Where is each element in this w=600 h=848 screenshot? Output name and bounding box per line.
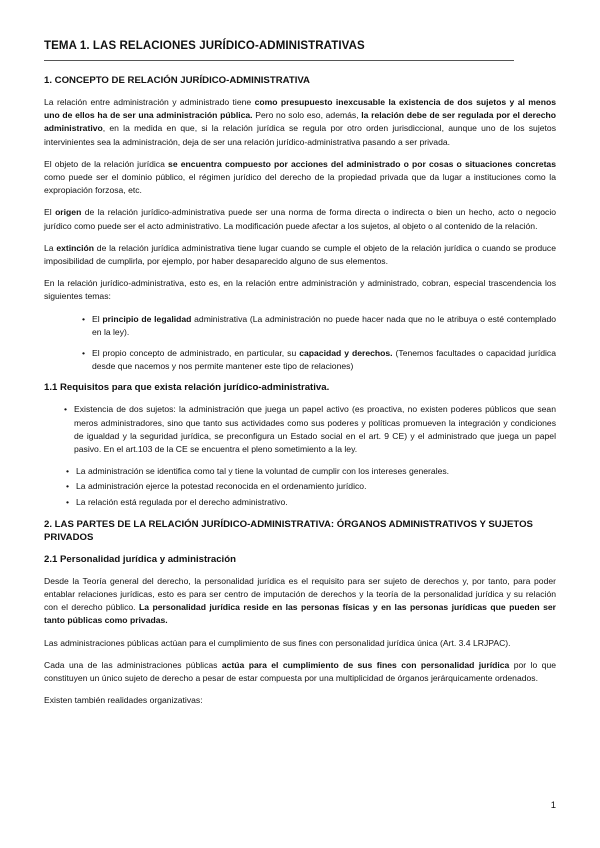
list-item: • La administración se identifica como tal y tiene la voluntad de cumplir con los intereses generales.	[76, 465, 556, 478]
section-2-heading: 2. LAS PARTES DE LA RELACIÓN JURÍDICO-ADMINISTRATIVA: ÓRGANOS ADMINISTRATIVOS Y SUJETOS PRIVADOS	[44, 518, 533, 543]
s21-paragraph-1: Desde la Teoría general del derecho, la personalidad jurídica es el requisito para ser sujeto de derechos y, por tanto, para poder entablar relaciones jurídicas, esto es para ser centro de imputación de derechos y la teoría de la personalidad jurídica y su relación con el derecho público. La personalidad jurídica reside en las personas físicas y en las personas jurídicas que pueden ser tanto públicas como privadas.	[44, 575, 557, 626]
section-2-1-heading: 2.1 Personalidad jurídica y administración	[44, 553, 236, 565]
s21-paragraph-2: Las administraciones públicas actúan para el cumplimiento de sus fines con personalidad jurídica única (Art. 3.4 LRJPAC).	[44, 637, 511, 648]
s1-bullet-list	[44, 313, 556, 374]
list-item: • La administración ejerce la potestad reconocida en el ordenamiento jurídico.	[76, 480, 556, 493]
s11-bullet-list-2	[44, 465, 556, 509]
title-rule	[44, 60, 514, 61]
section-1-1-heading: 1.1 Requisitos para que exista relación jurídico-administrativa.	[44, 382, 330, 394]
page-number: 1	[550, 800, 556, 811]
document-title: TEMA 1. LAS RELACIONES JURÍDICO-ADMINISTRATIVAS	[44, 40, 365, 52]
s21-paragraph-4: Existen también realidades organizativas:	[44, 695, 203, 706]
s1-paragraph-1: La relación entre administración y administrado tiene como presupuesto inexcusable la existencia de dos sujetos y al menos uno de ellos ha de ser una administración pública. Pero no solo eso, además, la relación debe de ser regulada por el derecho administrativo, en la medida en que, si la relación jurídica se regula por otro orden jurisdiccional, aunque uno de los sujetos intervinientes sea la administración, deja de ser una relación jurídico-administrativa pasando a ser privada.	[44, 97, 556, 147]
section-1-heading: 1. CONCEPTO DE RELACIÓN JURÍDICO-ADMINISTRATIVA	[44, 75, 310, 86]
s1-paragraph-2: El objeto de la relación jurídica se encuentra compuesto por acciones del administrado o por cosas o situaciones concretas como puede ser el dominio público, el régimen jurídico del derecho de la propiedad privada que da lugar a instituciones como la expropiación forzosa, etc.	[44, 158, 556, 196]
s1-paragraph-5: En la relación jurídico-administrativa, esto es, en la relación entre administración y administrado, cobran, especial trascendencia los siguientes temas:	[44, 278, 556, 302]
s21-paragraph-3: Cada una de las administraciones públicas actúa para el cumplimiento de sus fines con personalidad jurídica por lo que constituyen un único sujeto de derecho a pesar de estar compuesta por una multiplicidad de órganos jerárquicamente ordenados.	[44, 659, 556, 684]
list-item: • El propio concepto de administrado, en particular, su capacidad y derechos. (Tenemos facultades o capacidad jurídica desde que nacemos y nos permite mantener este tipo de relaciones)	[92, 347, 556, 373]
s1-paragraph-3: El origen de la relación jurídico-administrativa puede ser una norma de forma directa o indirecta o bien un hecho, acto o negocio jurídico como puede ser el acto administrativo. La modificación puede afectar a los sujetos, al objeto o al contenido de la relación.	[44, 207, 557, 231]
s11-bullet-list-1	[44, 403, 556, 456]
s1-paragraph-4: La extinción de la relación jurídica administrativa tiene lugar cuando se cumple el objeto de la relación jurídica o cuando se produce imposibilidad de cumplirla, por ejemplo, por haber desaparecido alguno de sus elementos.	[44, 242, 556, 267]
list-item: • Existencia de dos sujetos: la administración que juega un papel activo (es proactiva, no existen poderes públicos que sean meros administradores, sino que tanto sus actividades como sus poderes y políticas promueven la integración y condiciones de igualdad y la seguridad jurídica, se preconfigura un Estado social en el art. 9 CE) y el administrado que juega un papel pasivo. En el art.103 de la CE se encuentra el pleno sometimiento a la ley.	[74, 403, 556, 456]
list-item: • La relación está regulada por el derecho administrativo.	[76, 496, 556, 509]
list-item: • El principio de legalidad administrativa (La administración no puede hacer nada que no le atribuya o esté contemplado en la ley).	[92, 313, 556, 339]
